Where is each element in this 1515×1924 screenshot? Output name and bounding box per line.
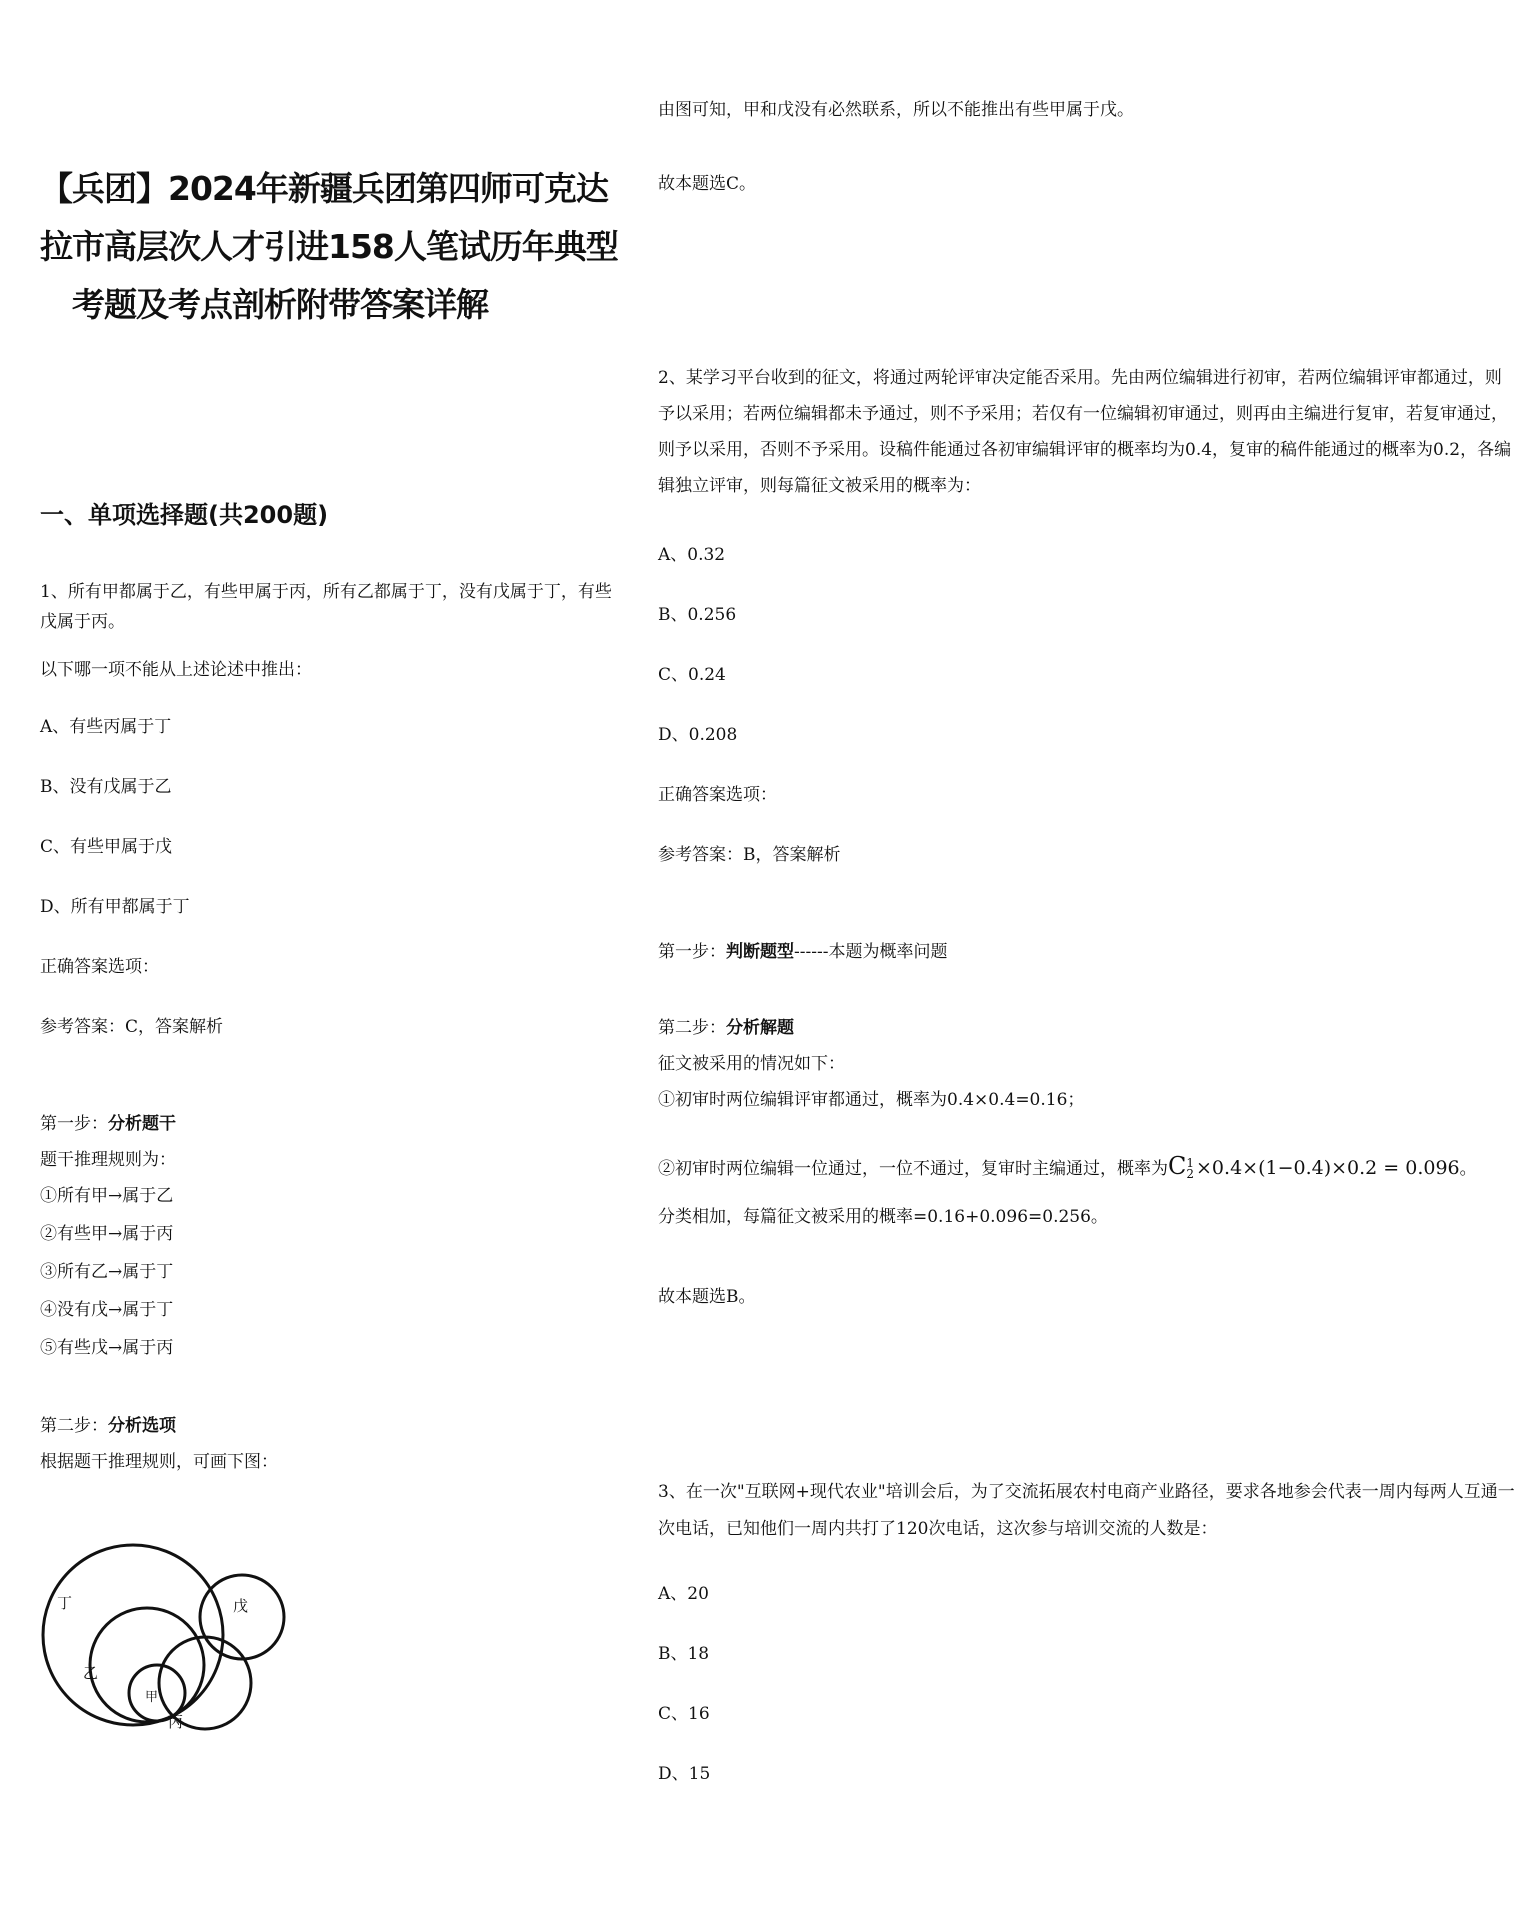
q2-option-c: C、0.24 bbox=[658, 665, 726, 685]
q2-case-2-text: ②初审时两位编辑一位通过，一位不通过，复审时主编通过，概率为 bbox=[658, 1159, 1168, 1179]
q2-formula-c: C bbox=[1168, 1152, 1187, 1180]
q1-conclusion-2: 故本题选C。 bbox=[658, 174, 757, 194]
q1-rule-4: ④没有戊→属于丁 bbox=[40, 1300, 174, 1320]
q3-option-c: C、16 bbox=[658, 1704, 710, 1724]
label-jia: 甲 bbox=[145, 1690, 159, 1705]
q3-stem-line-2: 次电话，已知他们一周内共打了120次电话，这次参与培训交流的人数是： bbox=[658, 1519, 1218, 1539]
q2-step2-intro: 征文被采用的情况如下： bbox=[658, 1054, 845, 1074]
title-line-1: 【兵团】2024年新疆兵团第四师可克达 bbox=[40, 169, 608, 208]
q2-step2-title: 分析解题 bbox=[726, 1018, 794, 1038]
q2-stem-line-3: 则予以采用，否则不予采用。设稿件能通过各初审编辑评审的概率均为0.4，复审的稿件能通过的概率为0.2，各编 bbox=[658, 440, 1512, 460]
section-heading: 一、单项选择题(共200题) bbox=[40, 501, 329, 529]
q1-option-a: A、有些丙属于丁 bbox=[40, 717, 172, 737]
q1-stem-line-3: 以下哪一项不能从上述论述中推出： bbox=[40, 660, 312, 680]
q1-stem-line-1: 1、所有甲都属于乙，有些甲属于丙，所有乙都属于丁，没有戊属于丁，有些 bbox=[40, 582, 612, 602]
q1-option-c: C、有些甲属于戊 bbox=[40, 837, 173, 857]
q2-option-d: D、0.208 bbox=[658, 725, 738, 745]
q2-stem-line-4: 辑独立评审，则每篇征文被采用的概率为： bbox=[658, 476, 981, 496]
q1-step1-title: 分析题干 bbox=[108, 1114, 176, 1134]
label-ding: 丁 bbox=[57, 1594, 73, 1612]
q2-step1-title: 判断题型 bbox=[726, 942, 794, 962]
q3-stem-line-1: 3、在一次"互联网+现代农业"培训会后，为了交流拓展农村电商产业路径，要求各地参会代表一周内每两人互通一 bbox=[658, 1482, 1515, 1502]
label-wu: 戊 bbox=[233, 1597, 249, 1615]
document-title bbox=[40, 160, 618, 334]
q1-step2 bbox=[40, 1414, 176, 1438]
q2-case-1: ①初审时两位编辑评审都通过，概率为0.4×0.4=0.16； bbox=[658, 1090, 1085, 1110]
q2-correct-label: 正确答案选项： bbox=[658, 785, 777, 805]
q1-rule-5: ⑤有些戊→属于丙 bbox=[40, 1338, 174, 1358]
title-line-2: 拉市高层次人才引进158人笔试历年典型 bbox=[40, 227, 618, 266]
q2-step1 bbox=[658, 940, 947, 964]
q3-option-d: D、15 bbox=[658, 1764, 711, 1784]
q1-step1 bbox=[40, 1112, 176, 1136]
q1-step2-title: 分析选项 bbox=[108, 1416, 176, 1436]
q1-step1-intro: 题干推理规则为： bbox=[40, 1150, 176, 1170]
title-line-3: 考题及考点剖析附带答案详解 bbox=[72, 285, 488, 324]
q1-conclusion-1: 由图可知，甲和戊没有必然联系，所以不能推出有些甲属于戊。 bbox=[658, 100, 1134, 120]
q2-step2 bbox=[658, 1016, 794, 1040]
q2-formula-rest: ×0.4×(1−0.4)×0.2 = 0.096 bbox=[1196, 1157, 1460, 1179]
q1-rule-3: ③所有乙→属于丁 bbox=[40, 1262, 174, 1282]
q2-formula-sub: 2 bbox=[1186, 1167, 1195, 1181]
q3-option-b: B、18 bbox=[658, 1644, 710, 1664]
q2-option-a: A、0.32 bbox=[658, 545, 726, 565]
q2-case-2 bbox=[658, 1154, 1477, 1181]
q2-step1-text: ------本题为概率问题 bbox=[794, 942, 948, 962]
q2-formula-sup: 1 bbox=[1186, 1156, 1195, 1170]
q2-formula bbox=[1168, 1152, 1460, 1181]
q2-step1-prefix: 第一步： bbox=[658, 942, 726, 962]
q3-option-a: A、20 bbox=[658, 1584, 709, 1604]
q2-conclusion: 故本题选B。 bbox=[658, 1287, 756, 1307]
q1-stem-line-2: 戊属于丙。 bbox=[40, 612, 125, 632]
q1-option-b: B、没有戊属于乙 bbox=[40, 777, 172, 797]
q1-rule-2: ②有些甲→属于丙 bbox=[40, 1224, 174, 1244]
q1-rule-1: ①所有甲→属于乙 bbox=[40, 1186, 174, 1206]
q1-step1-prefix: 第一步： bbox=[40, 1114, 108, 1134]
q2-case-2-end: 。 bbox=[1459, 1159, 1477, 1179]
q2-stem-line-1: 2、某学习平台收到的征文，将通过两轮评审决定能否采用。先由两位编辑进行初审，若两位编辑评审都通过，则 bbox=[658, 368, 1502, 388]
q1-correct-label: 正确答案选项： bbox=[40, 957, 159, 977]
label-bing: 丙 bbox=[168, 1713, 184, 1731]
q2-option-b: B、0.256 bbox=[658, 605, 737, 625]
q1-step2-prefix: 第二步： bbox=[40, 1416, 108, 1436]
q1-step2-intro: 根据题干推理规则，可画下图： bbox=[40, 1452, 278, 1472]
q2-sum: 分类相加，每篇征文被采用的概率=0.16+0.096=0.256。 bbox=[658, 1207, 1108, 1227]
venn-diagram bbox=[35, 1505, 275, 1745]
q2-answer: 参考答案：B，答案解析 bbox=[658, 845, 841, 865]
q2-stem-line-2: 予以采用；若两位编辑都未予通过，则不予采用；若仅有一位编辑初审通过，则再由主编进行复审，若复审通过， bbox=[658, 404, 1508, 424]
label-yi: 乙 bbox=[83, 1664, 99, 1682]
q1-answer: 参考答案：C，答案解析 bbox=[40, 1017, 224, 1037]
q1-option-d: D、所有甲都属于丁 bbox=[40, 897, 190, 917]
q2-step2-prefix: 第二步： bbox=[658, 1018, 726, 1038]
